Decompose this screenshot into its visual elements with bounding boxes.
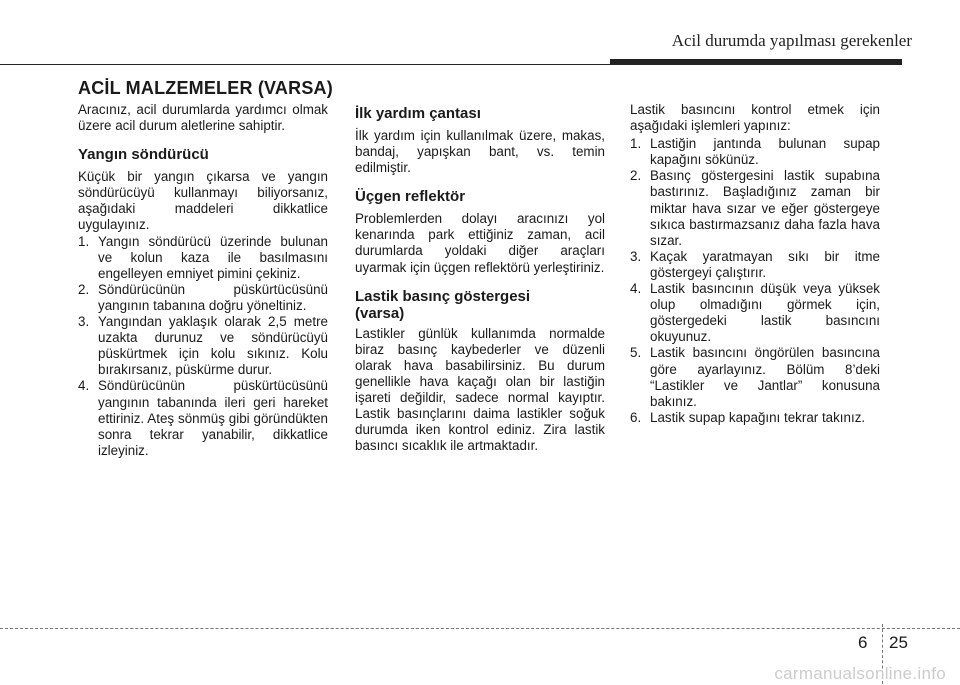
list-item: [78, 314, 328, 378]
step-number: 5.: [630, 345, 642, 361]
list-item: [630, 345, 880, 409]
step-number: 4.: [78, 378, 90, 394]
list-item: [630, 168, 880, 248]
list-item: [630, 410, 880, 426]
step-number: 2.: [78, 281, 90, 297]
page-number: 25: [889, 633, 908, 652]
header-rule-thin: [0, 64, 902, 65]
step-text: Lastiğin jantında bulunan supap kapağını sökünüz.: [650, 136, 880, 168]
step-text: Lastik supap kapağını tekrar takınız.: [650, 409, 866, 425]
tire-gauge-paragraph: Lastikler günlük kullanımda normalde biraz basınç kaybederler ve düzenli olarak hava basabilirsiniz. Bu durum genellikle hava kaçağı olan bir lastiğin işareti değildir, sadece normal kayıptır. Lastik basınçlarını daima lastikler soğuk durumda iken kontrol ediniz. Zira lastik basıncı sıcaklık ile artmaktadır.: [355, 325, 605, 454]
heading-triangle: Üçgen reflektör: [355, 188, 466, 206]
heading-tire-gauge-line1: Lastik basınç göstergesi: [355, 287, 531, 305]
gauge-steps: [630, 136, 880, 426]
step-text: Yangın söndürücü üzerinde bulunan ve kolun kaza ile basılmasını engelleyen emniyet pimini çekiniz.: [98, 233, 328, 281]
intro-paragraph: Aracınız, acil durumlarda yardımcı olmak üzere acil durum aletlerine sahiptir.: [78, 102, 328, 134]
watermark-text: carmanualsonline.info: [774, 664, 946, 683]
step-text: Söndürücünün püskürtücüsünü yangının tabanında ileri geri hareket ettiriniz. Ateş sönmüş gibi göründükten sonra tekrar yanabilir, dikkatlice izleyiniz.: [98, 378, 328, 458]
section-number: 6: [858, 633, 868, 652]
list-item: [78, 282, 328, 314]
column-middle: [355, 102, 605, 454]
step-text: Yangından yaklaşık olarak 2,5 metre uzakta durunuz ve söndürücüyü püskürtmek için kolu sıkınız. Kolu bırakırsanız, püskürme durur.: [98, 314, 328, 378]
step-number: 3.: [630, 248, 642, 264]
heading-tire-gauge-line2: (varsa): [355, 304, 405, 322]
step-number: 3.: [78, 314, 90, 330]
list-item: [78, 378, 328, 458]
step-text: Söndürücünün püskürtücüsünü yangının tabanına doğru yöneltiniz.: [98, 281, 328, 313]
column-right: [630, 102, 880, 426]
step-number: 4.: [630, 281, 642, 297]
list-item: [630, 136, 880, 168]
column-left: [78, 102, 328, 459]
extinguisher-paragraph: Küçük bir yangın çıkarsa ve yangın söndürücüyü kullanmayı biliyorsanız, aşağıdaki maddeleri dikkatlice uygulayınız.: [78, 169, 328, 233]
heading-tire-gauge: [355, 288, 605, 322]
gauge-intro-paragraph: Lastik basıncını kontrol etmek için aşağıdaki işlemleri yapınız:: [630, 102, 880, 134]
chapter-title: Acil durumda yapılması gerekenler: [671, 31, 912, 50]
section-title: ACİL MALZEMELER (VARSA): [78, 78, 333, 98]
heading-first-aid: İlk yardım çantası: [355, 105, 481, 122]
list-item: [630, 249, 880, 281]
step-text: Basınç göstergesini lastik supabına bastırınız. Başladığınız zaman bir miktar hava sızar ve eğer göstergeye sıkıca bastırmazsanız daha fazla hava sızar.: [650, 168, 880, 248]
first-aid-paragraph: İlk yardım için kullanılmak üzere, makas, bandaj, yapışkan bant, vs. temin edilmiştir.: [355, 128, 605, 176]
step-number: 2.: [630, 168, 642, 184]
step-text: Lastik basıncını öngörülen basıncına göre ayarlayınız. Bölüm 8’deki “Lastikler ve Jantlar” konusuna bakınız.: [650, 345, 880, 409]
list-item: [78, 234, 328, 282]
heading-extinguisher: Yangın söndürücü: [78, 146, 209, 164]
triangle-paragraph: Problemlerden dolayı aracınızı yol kenarında park ettiğiniz zaman, acil durumlarda yoldaki diğer araçları uyarmak için üçgen reflektörü yerleştiriniz.: [355, 211, 605, 275]
step-text: Kaçak yaratmayan sıkı bir itme göstergeyi çalıştırır.: [650, 248, 880, 280]
step-text: Lastik basıncının düşük veya yüksek olup olmadığını görmek için, göstergedeki lastik basıncını okuyunuz.: [650, 281, 880, 345]
list-item: [630, 281, 880, 345]
extinguisher-steps: [78, 234, 328, 459]
step-number: 1.: [78, 233, 90, 249]
step-number: 1.: [630, 136, 642, 152]
step-number: 6.: [630, 409, 642, 425]
footer-dashed-rule: [0, 628, 960, 629]
